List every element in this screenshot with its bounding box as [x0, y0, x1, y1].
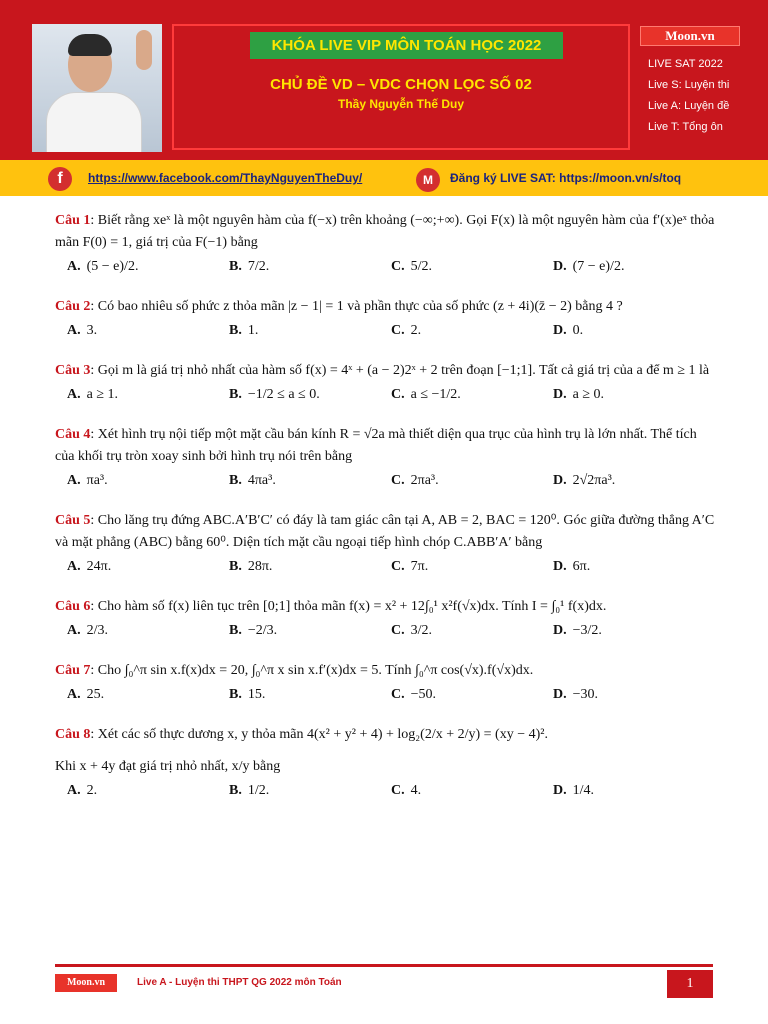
register-link[interactable]: Đăng ký LIVE SAT: https://moon.vn/s/toq: [450, 171, 682, 185]
question-item: [55, 510, 715, 578]
page-number: 1: [667, 970, 713, 998]
answer-option[interactable]: [541, 620, 703, 642]
option-letter: A.: [67, 623, 81, 638]
option-value: 3/2.: [410, 623, 433, 638]
teacher-name: Thầy Nguyễn Thế Duy: [337, 97, 465, 111]
question-label: Câu 1: [55, 213, 91, 228]
question-text: : Có bao nhiêu số phức z thỏa mãn |z − 1| = 1 và phần thực của số phức (z + 4i)(z̄ − 2) bằng 4 ?: [90, 299, 623, 314]
option-value: 0.: [572, 323, 584, 338]
option-letter: C.: [391, 783, 405, 798]
option-value: 15.: [247, 687, 266, 702]
answer-options: [55, 384, 715, 406]
side-item: Live T: Tổng ôn: [648, 121, 723, 133]
option-letter: A.: [67, 259, 81, 274]
answer-option[interactable]: [217, 384, 379, 406]
answer-option[interactable]: [55, 780, 217, 802]
question-stem: [55, 660, 715, 682]
question-label: Câu 7: [55, 663, 91, 678]
option-value: πa³.: [86, 473, 108, 488]
answer-option[interactable]: [541, 470, 703, 492]
live-sat-list: [648, 58, 766, 142]
answer-option[interactable]: [541, 780, 703, 802]
option-letter: C.: [391, 259, 405, 274]
option-letter: D.: [553, 687, 567, 702]
option-letter: B.: [229, 259, 242, 274]
teacher-photo: [32, 24, 162, 152]
question-label: Câu 4: [55, 427, 91, 442]
option-value: (5 − e)/2.: [86, 259, 139, 274]
option-value: 1/2.: [247, 783, 270, 798]
option-value: 1.: [247, 323, 259, 338]
option-value: (7 − e)/2.: [572, 259, 625, 274]
option-value: 5/2.: [410, 259, 433, 274]
answer-option[interactable]: [55, 684, 217, 706]
answer-option[interactable]: [379, 256, 541, 278]
answer-options: [55, 256, 715, 278]
topic-title: CHỦ ĐỀ VD – VDC CHỌN LỌC SỐ 02: [270, 76, 532, 93]
question-label: Câu 3: [55, 363, 91, 378]
answer-option[interactable]: [541, 320, 703, 342]
side-item: Live A: Luyện đề: [648, 100, 730, 112]
option-letter: D.: [553, 559, 567, 574]
answer-option[interactable]: [379, 320, 541, 342]
question-label: Câu 8: [55, 727, 91, 742]
option-value: −50.: [410, 687, 437, 702]
answer-option[interactable]: [217, 320, 379, 342]
question-text: : Cho lăng trụ đứng ABC.A′B′C′ có đáy là tam giác cân tại A, AB = 2, BAC = 120⁰. Góc giữa đường thẳng A′C và mặt phẳng (ABC) bằng 60⁰. Diện tích mặt cầu ngoại tiếp hình chóp C.ABB′A′ bằng: [55, 513, 715, 550]
option-value: 4.: [410, 783, 422, 798]
option-letter: C.: [391, 473, 405, 488]
footer-text: Live A - Luyện thi THPT QG 2022 môn Toán: [137, 977, 342, 988]
option-value: −2/3.: [247, 623, 278, 638]
facebook-icon[interactable]: f: [48, 167, 72, 191]
question-item: [55, 660, 715, 706]
question-text: : Gọi m là giá trị nhỏ nhất của hàm số f(x) = 4ˣ + (a − 2)2ˣ + 2 trên đoạn [−1;1]. Tất cả giá trị của a để m ≥ 1 là: [90, 363, 710, 378]
option-letter: D.: [553, 387, 567, 402]
option-value: 1/4.: [572, 783, 595, 798]
option-value: a ≥ 1.: [86, 387, 119, 402]
option-letter: B.: [229, 323, 242, 338]
question-stem: [55, 424, 715, 468]
answer-options: [55, 684, 715, 706]
option-value: 6π.: [572, 559, 591, 574]
option-value: 2.: [86, 783, 98, 798]
option-value: 2√2πa³.: [572, 473, 616, 488]
question-stem: [55, 210, 715, 254]
answer-option[interactable]: [379, 556, 541, 578]
answer-option[interactable]: [379, 470, 541, 492]
question-stem: [55, 724, 715, 746]
answer-option[interactable]: [55, 556, 217, 578]
question-stem: [55, 510, 715, 554]
option-letter: B.: [229, 783, 242, 798]
question-item: [55, 596, 715, 642]
option-value: 25.: [86, 687, 105, 702]
question-item: [55, 296, 715, 342]
option-value: a ≤ −1/2.: [410, 387, 461, 402]
question-item: [55, 210, 715, 278]
footer-rule: [55, 964, 713, 967]
question-label: Câu 2: [55, 299, 91, 314]
answer-option[interactable]: [541, 384, 703, 406]
question-item: [55, 424, 715, 492]
option-letter: B.: [229, 473, 242, 488]
answer-option[interactable]: [217, 780, 379, 802]
answer-option[interactable]: [379, 684, 541, 706]
answer-option[interactable]: [55, 256, 217, 278]
option-value: 28π.: [247, 559, 273, 574]
answer-option[interactable]: [379, 384, 541, 406]
answer-option[interactable]: [379, 620, 541, 642]
option-letter: D.: [553, 259, 567, 274]
answer-option[interactable]: [217, 470, 379, 492]
answer-option[interactable]: [55, 384, 217, 406]
option-letter: A.: [67, 559, 81, 574]
question-label: Câu 5: [55, 513, 91, 528]
option-letter: C.: [391, 387, 405, 402]
course-title: KHÓA LIVE VIP MÔN TOÁN HỌC 2022: [250, 32, 563, 59]
answer-options: [55, 780, 715, 802]
facebook-link[interactable]: https://www.facebook.com/ThayNguyenTheDuy/: [88, 171, 363, 185]
question-text: : Biết rằng xeˣ là một nguyên hàm của f(−x) trên khoảng (−∞;+∞). Gọi F(x) là một nguyên hàm của f′(x)eˣ thỏa mãn F(0) = 1, giá trị của F(−1) bằng: [55, 213, 715, 250]
option-value: a ≥ 0.: [572, 387, 605, 402]
brand-logo: Moon.vn: [640, 26, 740, 46]
footer-logo: Moon.vn: [55, 974, 117, 992]
option-letter: A.: [67, 387, 81, 402]
question-text: : Cho hàm số f(x) liên tục trên [0;1] thỏa mãn f(x) = x² + 12∫₀¹ x²f(√x)dx. Tính I = ∫₀¹ f(x)dx.: [90, 599, 607, 614]
question-text: : Xét hình trụ nội tiếp một mặt cầu bán kính R = √2a mà thiết diện qua trục của hình trụ là lớn nhất. Thể tích của khối trụ tròn xoay sinh bởi hình trụ nói trên bằng: [55, 427, 697, 464]
answer-option[interactable]: [55, 620, 217, 642]
answer-option[interactable]: [541, 556, 703, 578]
answer-option[interactable]: [217, 256, 379, 278]
answer-option[interactable]: [55, 470, 217, 492]
question-stem: [55, 360, 715, 382]
question-text: : Cho ∫₀^π sin x.f(x)dx = 20, ∫₀^π x sin x.f′(x)dx = 5. Tính ∫₀^π cos(√x).f(√x)dx.: [90, 663, 534, 678]
option-value: 7/2.: [247, 259, 270, 274]
option-letter: A.: [67, 473, 81, 488]
option-value: 3.: [86, 323, 98, 338]
answer-option[interactable]: [541, 256, 703, 278]
question-label: Câu 6: [55, 599, 91, 614]
question-item: [55, 360, 715, 406]
option-value: 2πa³.: [410, 473, 439, 488]
option-letter: A.: [67, 323, 81, 338]
option-letter: D.: [553, 473, 567, 488]
answer-option[interactable]: [217, 684, 379, 706]
option-letter: B.: [229, 687, 242, 702]
question-extra: Khi x + 4y đạt giá trị nhỏ nhất, x/y bằng: [55, 759, 281, 774]
option-letter: D.: [553, 323, 567, 338]
answer-options: [55, 470, 715, 492]
question-stem: [55, 296, 715, 318]
option-value: 7π.: [410, 559, 429, 574]
option-value: −3/2.: [572, 623, 602, 638]
question-stem: [55, 596, 715, 618]
side-item: LIVE SAT 2022: [648, 58, 723, 70]
option-letter: B.: [229, 559, 242, 574]
option-value: −1/2 ≤ a ≤ 0.: [247, 387, 320, 402]
option-letter: B.: [229, 387, 242, 402]
side-item: Live S: Luyện thi: [648, 79, 730, 91]
option-letter: A.: [67, 783, 81, 798]
option-letter: C.: [391, 323, 405, 338]
answer-option[interactable]: [217, 556, 379, 578]
question-list: [55, 210, 715, 820]
answer-option[interactable]: [217, 620, 379, 642]
answer-option[interactable]: [541, 684, 703, 706]
option-value: 2/3.: [86, 623, 109, 638]
option-letter: A.: [67, 687, 81, 702]
option-value: −30.: [572, 687, 599, 702]
answer-options: [55, 620, 715, 642]
question-text: : Xét các số thực dương x, y thỏa mãn 4(x² + y² + 4) + log₂(2/x + 2/y) = (xy − 4)².: [90, 727, 548, 742]
option-letter: D.: [553, 623, 567, 638]
option-letter: C.: [391, 559, 405, 574]
moon-icon[interactable]: M: [416, 168, 440, 192]
option-letter: D.: [553, 783, 567, 798]
option-letter: B.: [229, 623, 242, 638]
option-letter: C.: [391, 687, 405, 702]
option-value: 2.: [410, 323, 422, 338]
answer-options: [55, 320, 715, 342]
answer-option[interactable]: [379, 780, 541, 802]
option-letter: C.: [391, 623, 405, 638]
option-value: 24π.: [86, 559, 112, 574]
answer-option[interactable]: [55, 320, 217, 342]
answer-options: [55, 556, 715, 578]
option-value: 4πa³.: [247, 473, 276, 488]
question-item: [55, 724, 715, 802]
